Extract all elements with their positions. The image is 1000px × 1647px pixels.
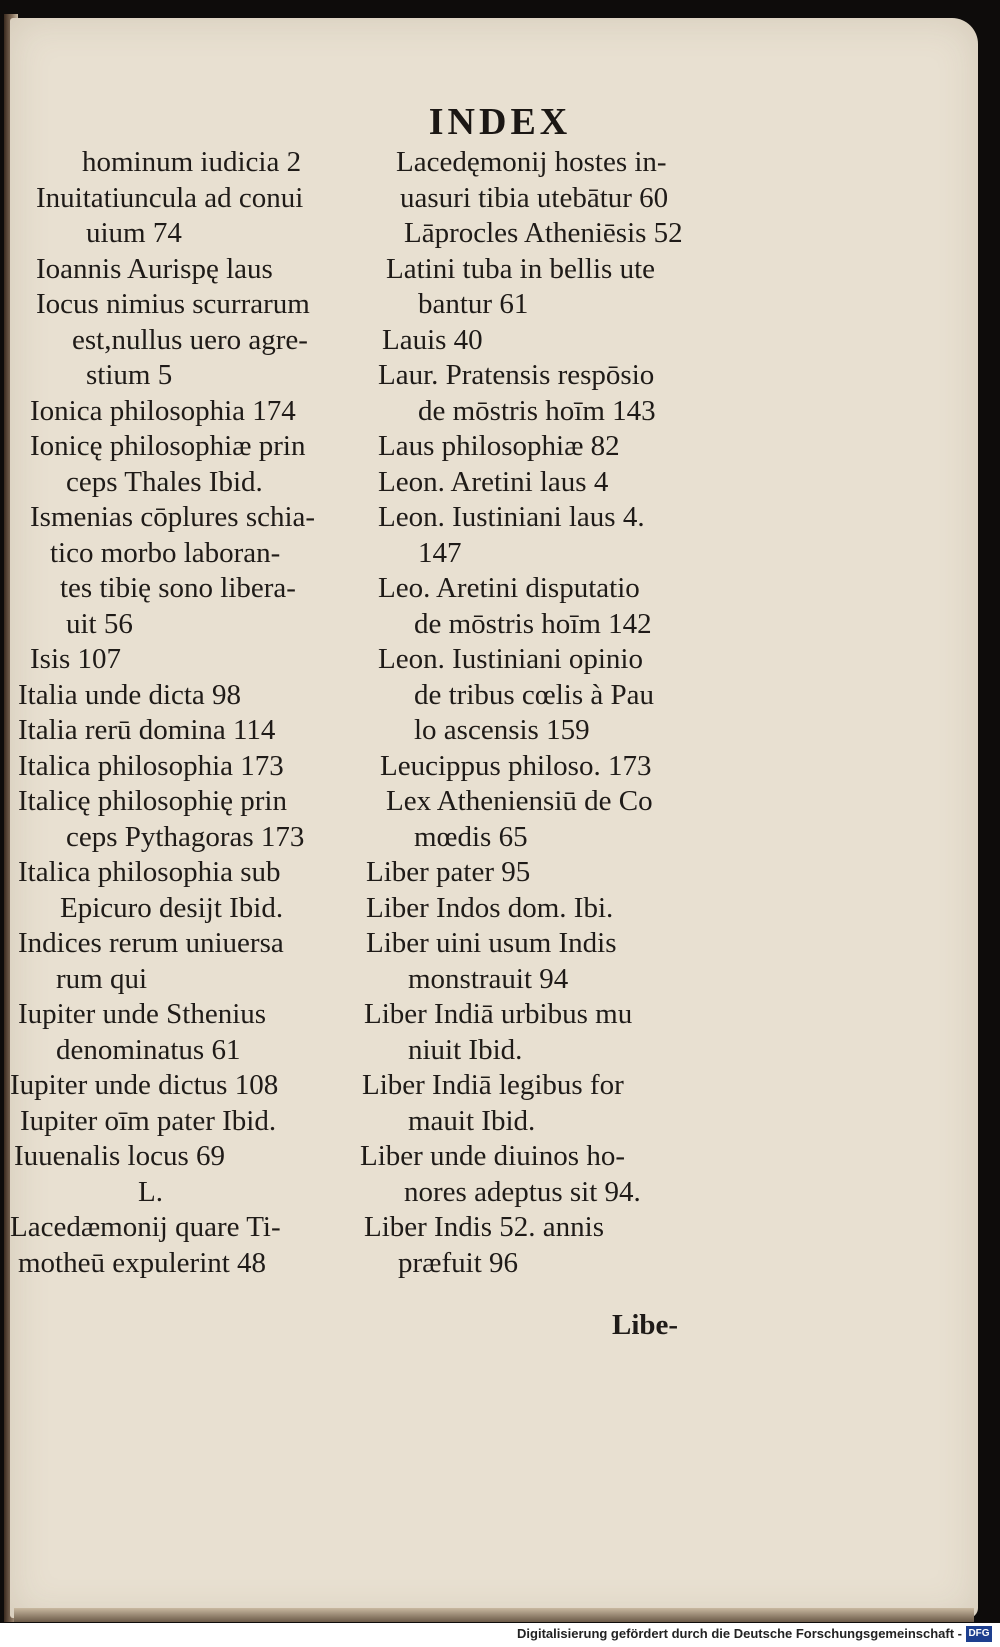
right-index-entry: bantur 61 <box>418 288 529 320</box>
right-index-entry: de mōstris hoīm 143 <box>418 394 656 427</box>
left-index-entry: est,nullus uero agre- <box>72 323 308 356</box>
right-index-entry: 147 <box>418 536 462 569</box>
left-index-entry: ceps Thales Ibid. <box>66 465 263 498</box>
footer-bar <box>0 1623 1000 1647</box>
left-index-entry: denominatus 61 <box>56 1033 241 1066</box>
left-index-entry: Isis 107 <box>30 643 122 675</box>
left-index-entry: Ismenias cōplures schia- <box>30 501 316 533</box>
left-index-entry: tes tibię sono libera- <box>60 572 296 604</box>
left-index-entry: Lacedæmonij quare Ti- <box>10 1211 281 1243</box>
right-index-entry: Lauis 40 <box>382 323 483 356</box>
left-index-entry: rum qui <box>56 962 148 995</box>
right-index-entry: monstrauit 94 <box>408 962 569 995</box>
left-index-entry: Iupiter unde dictus 108 <box>10 1069 279 1101</box>
right-index-entry: Lāprocles Atheniēsis 52 <box>404 217 683 249</box>
left-index-entry: Italica philosophia sub <box>18 856 281 888</box>
dfg-logo: DFG <box>966 1626 992 1642</box>
right-index-entry: Leucippus philoso. 173 <box>380 749 652 782</box>
right-index-entry: Liber unde diuinos ho- <box>360 1140 625 1172</box>
right-index-entry: Lex Atheniensiū de Co <box>386 785 653 817</box>
left-index-entry: L. <box>138 1175 163 1208</box>
left-index-entry: Italicę philosophię prin <box>18 785 287 817</box>
right-index-entry: Leon. Aretini laus 4 <box>378 465 609 498</box>
right-index-entry: Leon. Iustiniani opinio <box>378 643 643 675</box>
right-index-entry: Leon. Iustiniani laus 4. <box>378 501 645 533</box>
left-index-entry: uit 56 <box>66 607 133 640</box>
left-index-entry: Indices rerum uniuersa <box>18 927 284 959</box>
right-index-entry: niuit Ibid. <box>408 1033 523 1066</box>
left-index-entry: Ionica philosophia 174 <box>30 394 296 427</box>
left-index-entry: Italia rerū domina 114 <box>18 714 276 746</box>
left-index-entry: Iupiter oīm pater Ibid. <box>20 1104 277 1137</box>
left-index-entry: Iocus nimius scurrarum <box>36 288 310 320</box>
right-index-entry: Liber uini usum Indis <box>366 927 617 959</box>
right-index-entry: mœdis 65 <box>414 820 528 853</box>
right-index-entry: Lacedęmonij hostes in- <box>396 146 667 178</box>
left-index-entry: Italia unde dicta 98 <box>18 678 242 711</box>
right-index-entry: mauit Ibid. <box>408 1104 536 1137</box>
left-index-entry: ceps Pythagoras 173 <box>66 820 305 853</box>
right-index-entry: lo ascensis 159 <box>414 714 590 746</box>
right-index-entry: Laus philosophiæ 82 <box>378 430 620 462</box>
left-index-entry: tico morbo laboran- <box>50 536 281 569</box>
right-index-entry: Liber Indis 52. annis <box>364 1211 605 1243</box>
left-index-entry: Iuuenalis locus 69 <box>14 1140 226 1172</box>
right-index-entry: Latini tuba in bellis ute <box>386 252 656 285</box>
left-index-entry: stium 5 <box>86 359 173 391</box>
left-index-entry: hominum iudicia 2 <box>82 146 302 178</box>
right-index-entry: Liber pater 95 <box>366 856 531 888</box>
page-title: INDEX <box>428 101 572 143</box>
left-index-entry: uium 74 <box>86 217 182 249</box>
left-index-entry: Iupiter unde Sthenius <box>18 998 267 1030</box>
footer-credit: Digitalisierung gefördert durch die Deutsche Forschungsgemeinschaft - <box>517 1626 962 1641</box>
right-index-entry: de tribus cœlis à Pau <box>414 678 655 711</box>
left-index-entry: Ionicę philosophiæ prin <box>30 430 306 462</box>
right-index-entry: præfuit 96 <box>398 1246 519 1279</box>
right-index-entry: Laur. Pratensis respōsio <box>378 359 655 391</box>
right-index-entry: Liber Indos dom. Ibi. <box>366 891 614 924</box>
catchword: Libe- <box>612 1309 679 1341</box>
page-bottom-edge <box>14 1608 974 1622</box>
left-index-entry: Epicuro desijt Ibid. <box>60 891 284 924</box>
right-index-entry: Leo. Aretini disputatio <box>378 572 640 604</box>
left-index-entry: Italica philosophia 173 <box>18 749 284 782</box>
right-index-entry: nores adeptus sit 94. <box>404 1175 641 1208</box>
left-index-entry: Ioannis Aurispę laus <box>36 252 273 285</box>
left-index-entry: Inuitatiuncula ad conui <box>36 181 304 214</box>
right-index-entry: de mōstris hoīm 142 <box>414 607 652 640</box>
right-index-entry: uasuri tibia utebātur 60 <box>400 181 669 214</box>
right-index-entry: Liber Indiā legibus for <box>362 1069 624 1101</box>
right-index-entry: Liber Indiā urbibus mu <box>364 998 633 1030</box>
left-index-entry: motheū expulerint 48 <box>18 1246 267 1279</box>
